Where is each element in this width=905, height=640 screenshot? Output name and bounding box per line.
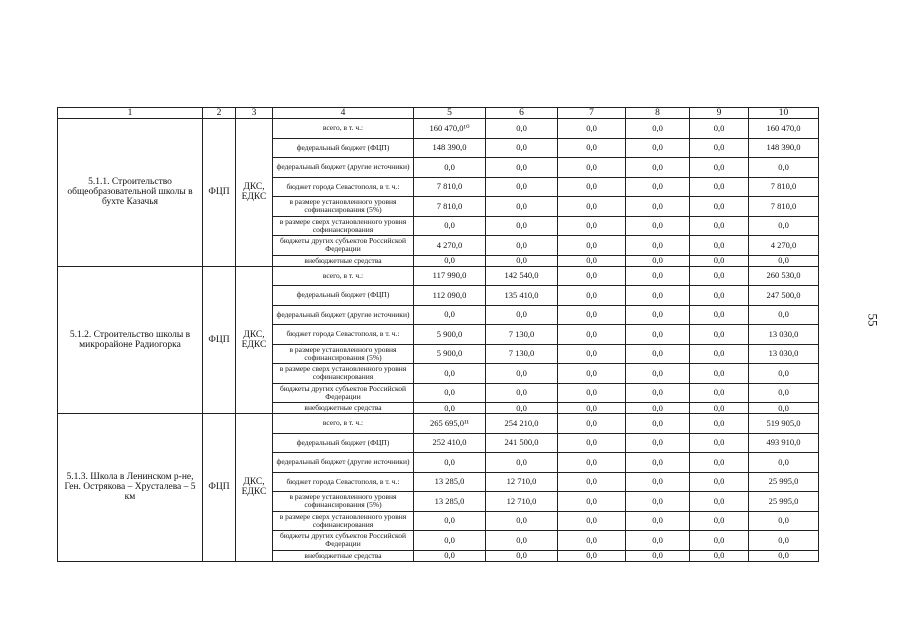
amount-cell: 0,0 bbox=[749, 305, 819, 325]
amount-cell: 13 285,0 bbox=[414, 492, 486, 512]
funding-source-cell: федеральный бюджет (ФЦП) bbox=[273, 286, 414, 306]
amount-cell: 0,0 bbox=[558, 177, 626, 197]
amount-cell: 0,0 bbox=[749, 364, 819, 384]
column-header: 6 bbox=[486, 108, 558, 119]
amount-cell: 0,0 bbox=[626, 255, 690, 266]
amount-cell: 0,0 bbox=[690, 433, 749, 453]
program-cell: ФЦП bbox=[203, 414, 236, 562]
amount-cell: 7 810,0 bbox=[749, 197, 819, 217]
column-header: 7 bbox=[558, 108, 626, 119]
amount-cell: 0,0 bbox=[486, 216, 558, 236]
amount-cell: 0,0 bbox=[414, 511, 486, 531]
amount-cell: 0,0 bbox=[558, 236, 626, 256]
amount-cell: 0,0 bbox=[626, 453, 690, 473]
amount-cell: 0,0 bbox=[626, 511, 690, 531]
funding-source-cell: федеральный бюджет (ФЦП) bbox=[273, 433, 414, 453]
amount-cell: 0,0 bbox=[690, 286, 749, 306]
amount-cell: 0,0 bbox=[749, 383, 819, 403]
amount-cell: 0,0 bbox=[690, 266, 749, 286]
amount-cell: 0,0 bbox=[626, 414, 690, 434]
amount-cell: 117 990,0 bbox=[414, 266, 486, 286]
amount-cell: 148 390,0 bbox=[414, 138, 486, 158]
amount-cell: 0,0 bbox=[690, 158, 749, 178]
amount-cell: 0,0 bbox=[486, 158, 558, 178]
funding-source-cell: бюджет города Севастополя, в т. ч.: bbox=[273, 325, 414, 345]
amount-cell: 0,0 bbox=[749, 216, 819, 236]
amount-cell: 0,0 bbox=[690, 344, 749, 364]
amount-cell: 0,0 bbox=[690, 383, 749, 403]
funding-source-cell: внебюджетные средства bbox=[273, 403, 414, 414]
amount-cell: 0,0 bbox=[626, 305, 690, 325]
table-row bbox=[58, 119, 819, 139]
amount-cell: 0,0 bbox=[626, 531, 690, 551]
header-row bbox=[58, 108, 819, 119]
amount-cell: 0,0 bbox=[558, 364, 626, 384]
object-name-cell: 5.1.2. Строительство школы в микрорайоне Радиогорка bbox=[58, 266, 203, 414]
amount-cell: 0,0 bbox=[414, 255, 486, 266]
amount-cell: 260 530,0 bbox=[749, 266, 819, 286]
amount-cell: 0,0 bbox=[690, 138, 749, 158]
amount-cell: 247 500,0 bbox=[749, 286, 819, 306]
amount-cell: 0,0 bbox=[626, 286, 690, 306]
amount-cell: 0,0 bbox=[626, 550, 690, 561]
amount-cell: 0,0 bbox=[558, 286, 626, 306]
table-row bbox=[58, 266, 819, 286]
amount-cell: 160 470,0 bbox=[749, 119, 819, 139]
amount-cell: 0,0 bbox=[626, 344, 690, 364]
funding-source-cell: в размере сверх установленного уровня софинансирования bbox=[273, 511, 414, 531]
amount-cell: 0,0 bbox=[690, 414, 749, 434]
amount-cell: 0,0 bbox=[558, 531, 626, 551]
funding-source-cell: бюджеты других субъектов Российской Федерации bbox=[273, 383, 414, 403]
amount-cell: 0,0 bbox=[690, 236, 749, 256]
amount-cell: 0,0 bbox=[486, 364, 558, 384]
amount-cell: 0,0 bbox=[558, 414, 626, 434]
amount-cell: 0,0 bbox=[626, 197, 690, 217]
amount-cell: 0,0 bbox=[558, 383, 626, 403]
amount-cell: 0,0 bbox=[558, 266, 626, 286]
amount-cell: 254 210,0 bbox=[486, 414, 558, 434]
funding-table bbox=[57, 107, 819, 562]
amount-cell: 0,0 bbox=[558, 138, 626, 158]
amount-cell: 0,0 bbox=[558, 305, 626, 325]
object-name-cell: 5.1.3. Школа в Ленинском р-не, Ген. Острякова – Хрусталева – 5 км bbox=[58, 414, 203, 562]
funding-source-cell: бюджеты других субъектов Российской Федерации bbox=[273, 531, 414, 551]
amount-cell: 7 810,0 bbox=[414, 177, 486, 197]
amount-cell: 12 710,0 bbox=[486, 492, 558, 512]
amount-cell: 0,0 bbox=[749, 511, 819, 531]
amount-cell: 0,0 bbox=[626, 325, 690, 345]
amount-cell: 13 030,0 bbox=[749, 325, 819, 345]
amount-cell: 0,0 bbox=[414, 364, 486, 384]
amount-cell: 0,0 bbox=[558, 453, 626, 473]
amount-cell: 519 905,0 bbox=[749, 414, 819, 434]
amount-cell: 0,0 bbox=[486, 305, 558, 325]
amount-cell: 0,0 bbox=[558, 197, 626, 217]
amount-cell: 0,0 bbox=[749, 158, 819, 178]
funding-source-cell: всего, в т. ч.: bbox=[273, 414, 414, 434]
amount-cell: 0,0 bbox=[626, 236, 690, 256]
funding-source-cell: всего, в т. ч.: bbox=[273, 266, 414, 286]
amount-cell: 0,0 bbox=[486, 119, 558, 139]
amount-cell: 142 540,0 bbox=[486, 266, 558, 286]
amount-cell: 0,0 bbox=[749, 403, 819, 414]
amount-cell: 0,0 bbox=[690, 325, 749, 345]
amount-cell: 0,0 bbox=[414, 531, 486, 551]
customer-cell: ДКС, ЕДКС bbox=[236, 266, 273, 414]
amount-cell: 0,0 bbox=[690, 403, 749, 414]
amount-cell: 0,0 bbox=[690, 255, 749, 266]
amount-cell: 0,0 bbox=[690, 453, 749, 473]
amount-cell: 135 410,0 bbox=[486, 286, 558, 306]
funding-source-cell: федеральный бюджет (другие источники) bbox=[273, 453, 414, 473]
amount-cell: 0,0 bbox=[626, 383, 690, 403]
amount-cell: 5 900,0 bbox=[414, 344, 486, 364]
amount-cell: 0,0 bbox=[626, 158, 690, 178]
amount-cell: 7 810,0 bbox=[749, 177, 819, 197]
amount-cell: 0,0 bbox=[626, 119, 690, 139]
funding-source-cell: бюджет города Севастополя, в т. ч.: bbox=[273, 472, 414, 492]
amount-cell: 0,0 bbox=[690, 119, 749, 139]
program-cell: ФЦП bbox=[203, 119, 236, 267]
amount-cell: 0,0 bbox=[558, 158, 626, 178]
amount-cell: 241 500,0 bbox=[486, 433, 558, 453]
amount-cell: 0,0 bbox=[690, 305, 749, 325]
amount-cell: 493 910,0 bbox=[749, 433, 819, 453]
amount-cell: 0,0 bbox=[486, 236, 558, 256]
amount-cell: 0,0 bbox=[486, 138, 558, 158]
funding-source-cell: внебюджетные средства bbox=[273, 550, 414, 561]
amount-cell: 148 390,0 bbox=[749, 138, 819, 158]
amount-cell: 0,0 bbox=[486, 511, 558, 531]
amount-cell: 0,0 bbox=[749, 255, 819, 266]
amount-cell: 0,0 bbox=[558, 255, 626, 266]
amount-cell: 13 030,0 bbox=[749, 344, 819, 364]
amount-cell: 0,0 bbox=[626, 433, 690, 453]
amount-cell: 0,0 bbox=[749, 531, 819, 551]
amount-cell: 7 810,0 bbox=[414, 197, 486, 217]
amount-cell: 12 710,0 bbox=[486, 472, 558, 492]
amount-cell: 0,0 bbox=[486, 453, 558, 473]
funding-source-cell: внебюджетные средства bbox=[273, 255, 414, 266]
amount-cell: 0,0 bbox=[749, 550, 819, 561]
amount-cell: 0,0 bbox=[690, 531, 749, 551]
funding-source-cell: бюджеты других субъектов Российской Федерации bbox=[273, 236, 414, 256]
amount-cell: 0,0 bbox=[749, 453, 819, 473]
amount-cell: 0,0 bbox=[414, 453, 486, 473]
funding-source-cell: федеральный бюджет (ФЦП) bbox=[273, 138, 414, 158]
amount-cell: 0,0 bbox=[414, 550, 486, 561]
amount-cell: 0,0 bbox=[486, 403, 558, 414]
amount-cell: 252 410,0 bbox=[414, 433, 486, 453]
table-header bbox=[58, 108, 819, 119]
amount-cell: 25 995,0 bbox=[749, 472, 819, 492]
amount-cell: 0,0 bbox=[690, 511, 749, 531]
amount-cell: 0,0 bbox=[690, 216, 749, 236]
funding-source-cell: в размере установленного уровня софинансирования (5%) bbox=[273, 197, 414, 217]
funding-source-cell: всего, в т. ч.: bbox=[273, 119, 414, 139]
column-header: 2 bbox=[203, 108, 236, 119]
column-header: 1 bbox=[58, 108, 203, 119]
amount-cell: 25 995,0 bbox=[749, 492, 819, 512]
amount-cell: 265 695,0¹¹ bbox=[414, 414, 486, 434]
column-header: 4 bbox=[273, 108, 414, 119]
customer-cell: ДКС, ЕДКС bbox=[236, 414, 273, 562]
page-number: 55 bbox=[865, 313, 881, 327]
funding-source-cell: федеральный бюджет (другие источники) bbox=[273, 305, 414, 325]
amount-cell: 4 270,0 bbox=[749, 236, 819, 256]
column-header: 10 bbox=[749, 108, 819, 119]
amount-cell: 0,0 bbox=[626, 266, 690, 286]
amount-cell: 0,0 bbox=[414, 305, 486, 325]
funding-source-cell: в размере установленного уровня софинансирования (5%) bbox=[273, 492, 414, 512]
amount-cell: 7 130,0 bbox=[486, 344, 558, 364]
amount-cell: 0,0 bbox=[558, 550, 626, 561]
amount-cell: 0,0 bbox=[690, 492, 749, 512]
column-header: 3 bbox=[236, 108, 273, 119]
amount-cell: 0,0 bbox=[414, 403, 486, 414]
amount-cell: 112 090,0 bbox=[414, 286, 486, 306]
program-cell: ФЦП bbox=[203, 266, 236, 414]
amount-cell: 0,0 bbox=[486, 531, 558, 551]
amount-cell: 13 285,0 bbox=[414, 472, 486, 492]
funding-source-cell: в размере сверх установленного уровня софинансирования bbox=[273, 216, 414, 236]
amount-cell: 0,0 bbox=[626, 492, 690, 512]
amount-cell: 0,0 bbox=[626, 403, 690, 414]
amount-cell: 0,0 bbox=[414, 383, 486, 403]
amount-cell: 0,0 bbox=[414, 216, 486, 236]
funding-source-cell: федеральный бюджет (другие источники) bbox=[273, 158, 414, 178]
amount-cell: 0,0 bbox=[690, 364, 749, 384]
table-body bbox=[58, 119, 819, 562]
customer-cell: ДКС, ЕДКС bbox=[236, 119, 273, 267]
amount-cell: 0,0 bbox=[690, 197, 749, 217]
amount-cell: 0,0 bbox=[626, 364, 690, 384]
amount-cell: 0,0 bbox=[558, 344, 626, 364]
amount-cell: 4 270,0 bbox=[414, 236, 486, 256]
amount-cell: 0,0 bbox=[486, 197, 558, 217]
column-header: 8 bbox=[626, 108, 690, 119]
amount-cell: 0,0 bbox=[486, 177, 558, 197]
funding-source-cell: в размере установленного уровня софинансирования (5%) bbox=[273, 344, 414, 364]
amount-cell: 7 130,0 bbox=[486, 325, 558, 345]
amount-cell: 0,0 bbox=[690, 472, 749, 492]
amount-cell: 0,0 bbox=[486, 383, 558, 403]
amount-cell: 0,0 bbox=[558, 472, 626, 492]
amount-cell: 5 900,0 bbox=[414, 325, 486, 345]
table-row bbox=[58, 414, 819, 434]
object-name-cell: 5.1.1. Строительство общеобразовательной школы в бухте Казачья bbox=[58, 119, 203, 267]
column-header: 5 bbox=[414, 108, 486, 119]
funding-source-cell: бюджет города Севастополя, в т. ч.: bbox=[273, 177, 414, 197]
funding-source-cell: в размере сверх установленного уровня софинансирования bbox=[273, 364, 414, 384]
amount-cell: 0,0 bbox=[558, 119, 626, 139]
amount-cell: 0,0 bbox=[486, 255, 558, 266]
amount-cell: 0,0 bbox=[626, 138, 690, 158]
amount-cell: 160 470,0¹⁰ bbox=[414, 119, 486, 139]
amount-cell: 0,0 bbox=[558, 433, 626, 453]
amount-cell: 0,0 bbox=[558, 403, 626, 414]
amount-cell: 0,0 bbox=[626, 177, 690, 197]
amount-cell: 0,0 bbox=[626, 216, 690, 236]
amount-cell: 0,0 bbox=[690, 550, 749, 561]
column-header: 9 bbox=[690, 108, 749, 119]
amount-cell: 0,0 bbox=[690, 177, 749, 197]
amount-cell: 0,0 bbox=[626, 472, 690, 492]
amount-cell: 0,0 bbox=[558, 325, 626, 345]
amount-cell: 0,0 bbox=[486, 550, 558, 561]
amount-cell: 0,0 bbox=[558, 511, 626, 531]
amount-cell: 0,0 bbox=[558, 492, 626, 512]
amount-cell: 0,0 bbox=[558, 216, 626, 236]
amount-cell: 0,0 bbox=[414, 158, 486, 178]
